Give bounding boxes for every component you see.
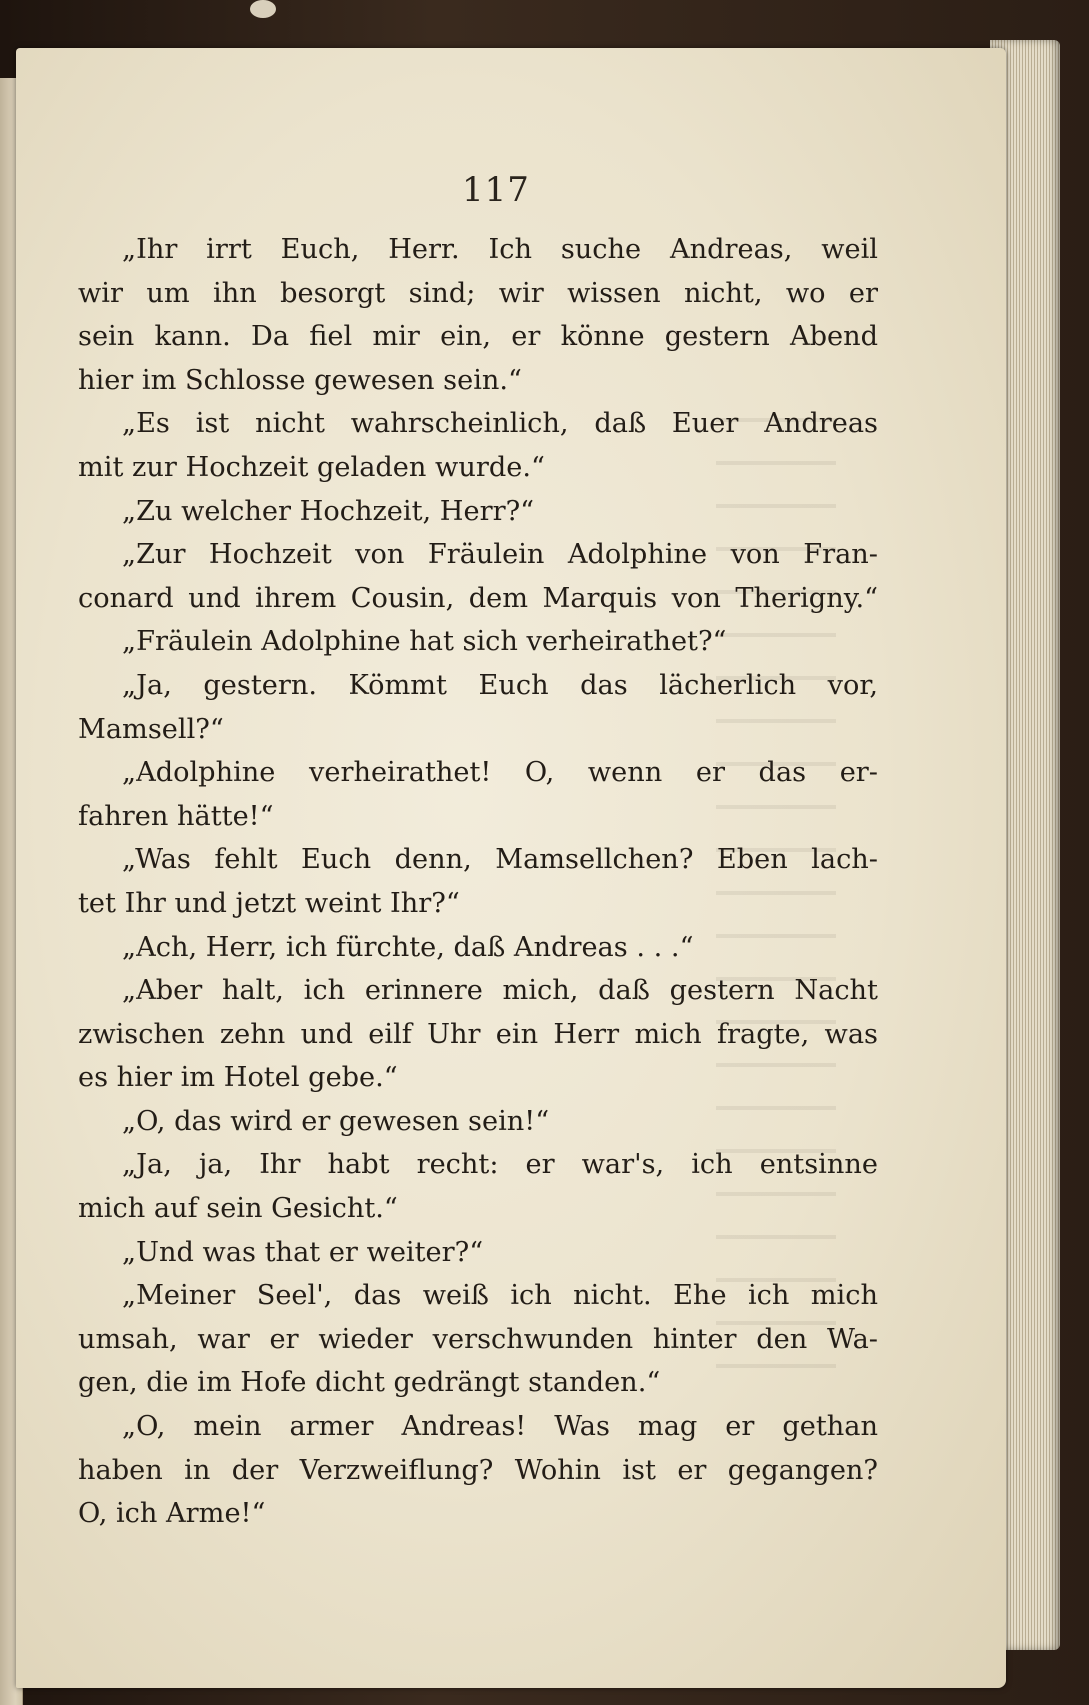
text-line: „Fräulein Adolphine hat sich verheirathet?“ bbox=[122, 626, 727, 658]
text-line: „Zur Hochzeit von Fräulein Adolphine von Fran- bbox=[122, 539, 878, 571]
text-line: „Ja, ja, Ihr habt recht: er war's, ich entsinne bbox=[122, 1149, 878, 1181]
text-line: „O, mein armer Andreas! Was mag er gethan bbox=[122, 1411, 878, 1443]
text-line: „Adolphine verheirathet! O, wenn er das er- bbox=[122, 757, 878, 789]
text-line: „Aber halt, ich erinnere mich, daß gestern Nacht bbox=[122, 975, 878, 1007]
text-line: „Es ist nicht wahrscheinlich, daß Euer Andreas bbox=[122, 408, 878, 440]
page-number: 117 bbox=[462, 170, 530, 210]
text-line: wir um ihn besorgt sind; wir wissen nicht, wo er bbox=[78, 277, 878, 309]
text-line: sein kann. Da fiel mir ein, er könne gestern Abend bbox=[78, 321, 878, 353]
text-line: „Ja, gestern. Kömmt Euch das lächerlich vor, bbox=[122, 669, 878, 701]
text-line: „Meiner Seel', das weiß ich nicht. Ehe ich mich bbox=[122, 1280, 878, 1312]
text-line: umsah, war er wieder verschwunden hinter den Wa- bbox=[78, 1323, 878, 1355]
text-line: „O, das wird er gewesen sein!“ bbox=[122, 1105, 550, 1137]
text-line: es hier im Hotel gebe.“ bbox=[78, 1062, 398, 1094]
text-line: mich auf sein Gesicht.“ bbox=[78, 1193, 398, 1225]
page-text bbox=[78, 228, 878, 1536]
text-line: tet Ihr und jetzt weint Ihr?“ bbox=[78, 887, 460, 919]
book-page bbox=[16, 48, 1006, 1688]
text-line: „Ihr irrt Euch, Herr. Ich suche Andreas, weil bbox=[122, 234, 878, 265]
text-line: hier im Schlosse gewesen sein.“ bbox=[78, 364, 522, 396]
text-line: haben in der Verzweiflung? Wohin ist er gegangen? bbox=[78, 1454, 878, 1486]
text-line: gen, die im Hofe dicht gedrängt standen.“ bbox=[78, 1367, 661, 1399]
text-line: conard und ihrem Cousin, dem Marquis von Therigny.“ bbox=[78, 582, 878, 614]
text-line: „Zu welcher Hochzeit, Herr?“ bbox=[122, 495, 535, 527]
text-line: zwischen zehn und eilf Uhr ein Herr mich fragte, was bbox=[78, 1018, 878, 1050]
text-line: „Was fehlt Euch denn, Mamsellchen? Eben lach- bbox=[122, 844, 878, 876]
text-line: fahren hätte!“ bbox=[78, 800, 274, 832]
text-line: Mamsell?“ bbox=[78, 713, 224, 745]
binding-nail bbox=[250, 0, 276, 18]
text-line: „Ach, Herr, ich fürchte, daß Andreas . . .“ bbox=[122, 931, 694, 963]
text-line: „Und was that er weiter?“ bbox=[122, 1236, 484, 1268]
text-line: mit zur Hochzeit geladen wurde.“ bbox=[78, 451, 545, 483]
text-line: O, ich Arme!“ bbox=[78, 1498, 266, 1530]
